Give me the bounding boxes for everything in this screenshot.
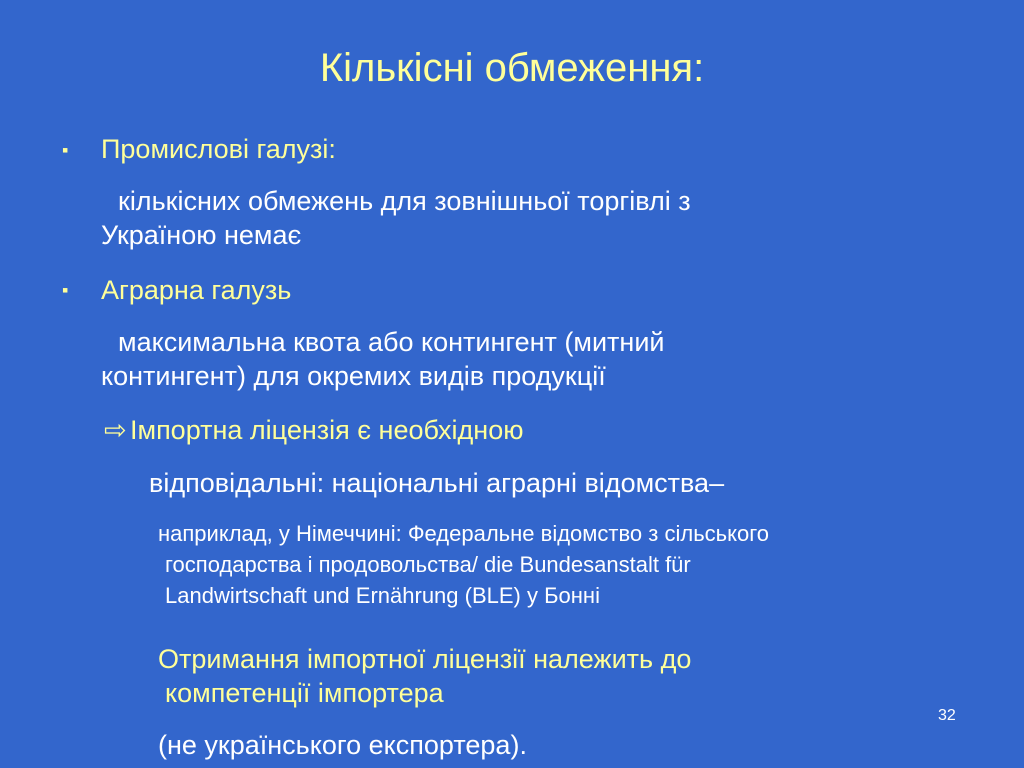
exporter-text: (не українського експортера). xyxy=(158,730,527,760)
bullet-square-icon: ▪ xyxy=(62,140,69,160)
responsible-text: відповідальні: національні аграрні відомства– xyxy=(149,468,725,498)
license-text-line1: Отримання імпортної ліцензії належить до xyxy=(158,644,692,674)
import-license-item xyxy=(104,413,523,447)
example-text-line1: наприклад, у Німеччині: Федеральне відомство з сільського xyxy=(158,521,770,546)
license-text-line2: компетенції імпортера xyxy=(165,678,444,708)
bullet-label-agriculture: Аграрна галузь xyxy=(101,275,292,305)
slide-number: 32 xyxy=(938,707,956,724)
bullet-label-industry: Промислові галузі: xyxy=(101,134,336,164)
agriculture-text-line1: максимальна квота або контингент (митний xyxy=(118,327,665,357)
arrow-right-icon: ⇨ xyxy=(104,415,127,445)
industry-text-line2: Україною немає xyxy=(101,220,302,250)
import-license-text: Імпортна ліцензія є необхідною xyxy=(130,415,524,445)
industry-text-line1: кількісних обмежень для зовнішньої торгівлі з xyxy=(118,186,691,216)
slide-title: Кількісні обмеження: xyxy=(319,46,705,90)
agriculture-text-line2: контингент) для окремих видів продукції xyxy=(101,361,606,391)
bullet-square-icon: ▪ xyxy=(62,280,69,300)
example-text-line3: Landwirtschaft und Ernährung (BLE) у Бонні xyxy=(165,583,600,608)
example-text-line2: господарства і продовольства/ die Bundesanstalt für xyxy=(165,552,691,577)
